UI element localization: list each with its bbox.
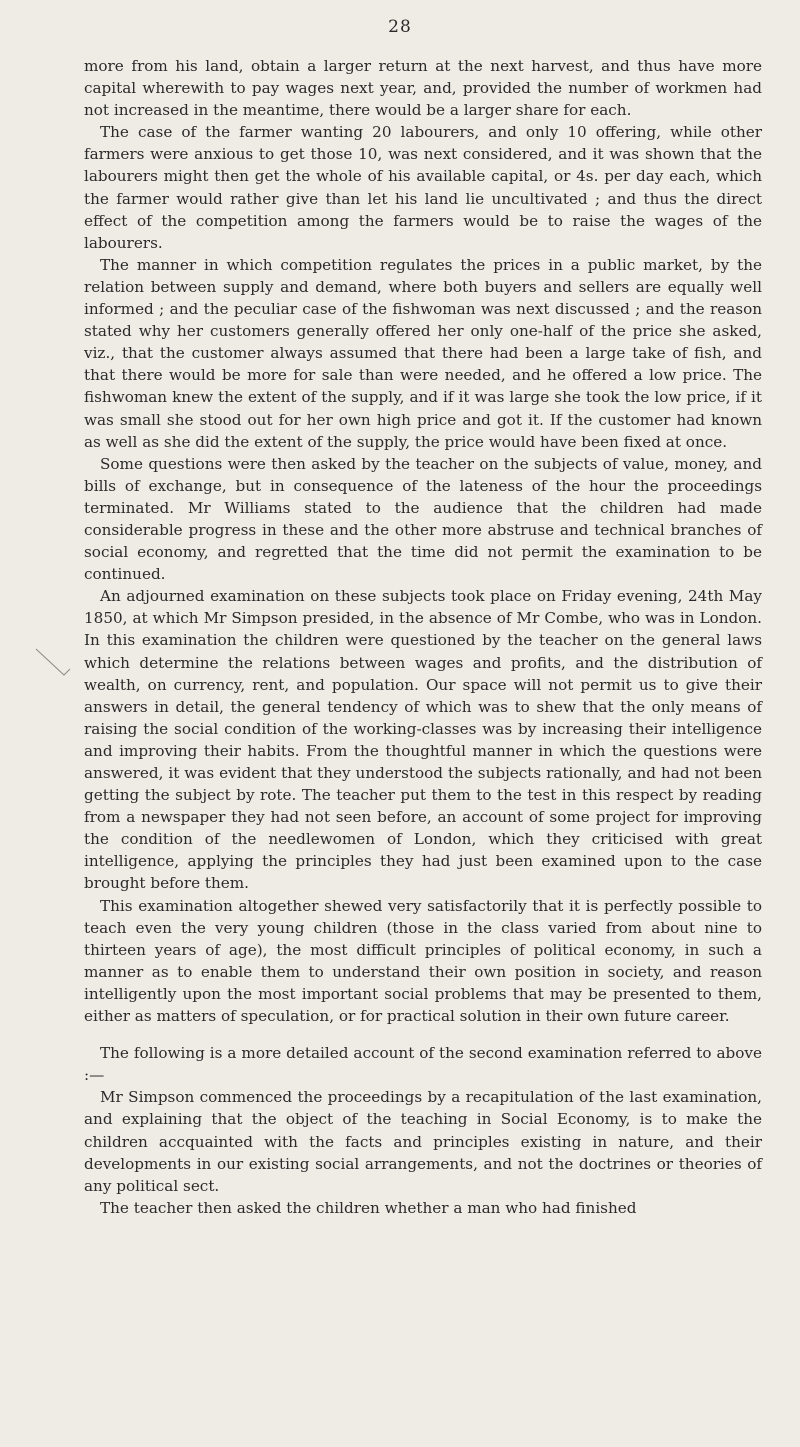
paragraph: The teacher then asked the children whether a man who had finished xyxy=(100,1198,637,1217)
paragraph: The case of the farmer wanting 20 labourers, and only 10 offering, while other farmers were anxious to get those 10, was next considered, and it was shown that the labourers might then get the whole of his available capital, or 4s. per day each, which the farmer would rather give than let his land lie uncultivated ; and thus the direct effect of the competition among the farmers would be to raise the wages of the labourers. xyxy=(84,123,762,252)
paragraph: more from his land, obtain a larger return at the next harvest, and thus have more capital wherewith to pay wages next year, and, provided the number of workmen had not increased in the meantime, there would be a larger share for each. xyxy=(84,57,762,120)
paragraph: This examination altogether shewed very satisfactorily that it is perfectly possible to teach even the very young children (those in the class varied from about nine to thirteen years of age), the most difficult principles of political economy, in such a manner as to enable them to understand their own position in society, and reason intelligently upon the most important social problems that may be presented to them, either as matters of speculation, or for practical solution in their own future career. xyxy=(84,896,762,1026)
page-number: 28 xyxy=(388,17,412,37)
paragraph: The manner in which competition regulates the prices in a public market, by the relation between supply and demand, where both buyers and sellers are equally well informed ; and the peculiar case of the fishwoman was next discussed ; and the reason stated why her customers generally offered her only one-half of the price she asked, viz., that the customer always assumed that there had been a large take of fish, and that there would be more for sale than were needed, and he offered a low price. The fishwoman knew the extent of the supply, and if it was large she took the low price, if it was small she stood out for her own high price and got it. If the customer had known as well as she did the extent of the supply, the price would have been fixed at once. xyxy=(84,255,762,451)
paragraph: The following is a more detailed account of the second examination referred to above :— xyxy=(84,1044,762,1085)
paragraph: Mr Simpson commenced the proceedings by a recapitulation of the last examination, and explaining that the object of the teaching in Social Economy, is to make the children accquainted with the facts and principles existing in nature, and their developments in our existing social arrangements, and not the doctrines or theories of any political sect. xyxy=(84,1088,762,1195)
paragraph: Some questions were then asked by the teacher on the subjects of value, money, and bills of exchange, but in consequence of the lateness of the hour the proceedings terminated. Mr Williams stated to the audience that the children had made considerable progress in these and the other more abstruse and technical branches of social economy, and regretted that the time did not permit the examination to be continued. xyxy=(84,454,762,584)
body-text xyxy=(84,55,762,1219)
pencil-mark-icon xyxy=(34,645,74,685)
paragraph: An adjourned examination on these subjects took place on Friday evening, 24th May 1850, at which Mr Simpson presided, in the absence of Mr Combe, who was in London. In this examination the children were questioned by the teacher on the general laws which determine the relations between wages and profits, and the distribution of wealth, on currency, rent, and population. Our space will not permit us to give their answers in detail, the general tendency of which was to shew that the only means of raising the social condition of the working-classes was by increasing their intelligence and improving their habits. From the thoughtful manner in which the questions were answered, it was evident that they understood the subjects rationally, and had not been getting the subject by rote. The teacher put them to the test in this respect by reading from a newspaper they had not seen before, an account of some project for improving the condition of the needlewomen of London, which they criticised with great intelligence, applying the principles they had just been examined upon to the case brought before them. xyxy=(84,587,762,893)
